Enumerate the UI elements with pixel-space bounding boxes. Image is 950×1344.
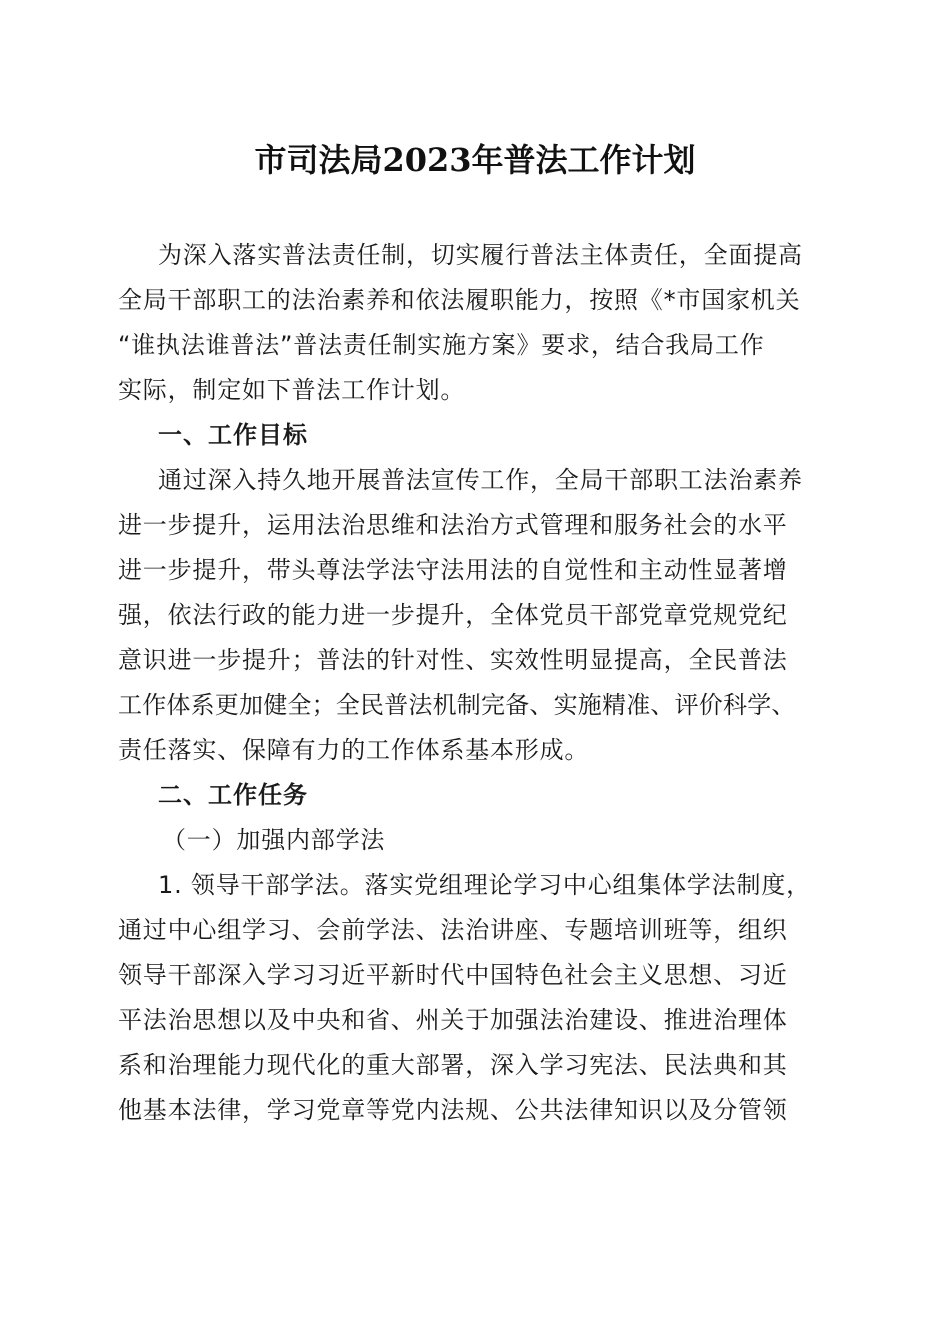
intro-paragraph bbox=[118, 233, 830, 413]
intro-line: 实际，制定如下普法工作计划。 bbox=[118, 376, 466, 404]
intro-line: 全局干部职工的法治素养和依法履职能力，按照《*市国家机关 bbox=[118, 286, 801, 314]
tasks-paragraph bbox=[118, 863, 830, 1133]
goals-line: 强，依法行政的能力进一步提升，全体党员干部党章党规党纪 bbox=[118, 601, 788, 629]
intro-line: 为深入落实普法责任制，切实履行普法主体责任，全面提高 bbox=[158, 241, 803, 269]
section-heading-tasks: 二、工作任务 bbox=[158, 781, 308, 809]
document-body bbox=[118, 233, 830, 1133]
goals-line: 进一步提升，带头尊法学法守法用法的自觉性和主动性显著增 bbox=[118, 556, 788, 584]
subsection-heading: （一）加强内部学法 bbox=[162, 826, 386, 854]
tasks-line: 1. 领导干部学法。落实党组理论学习中心组集体学法制度， bbox=[158, 871, 811, 899]
goals-line: 工作体系更加健全；全民普法机制完备、实施精准、评价科学、 bbox=[118, 691, 796, 719]
goals-paragraph bbox=[118, 458, 830, 773]
section-heading-goals: 一、工作目标 bbox=[158, 421, 308, 449]
tasks-line: 领导干部深入学习习近平新时代中国特色社会主义思想、习近 bbox=[118, 961, 788, 989]
goals-line: 进一步提升，运用法治思维和法治方式管理和服务社会的水平 bbox=[118, 511, 788, 539]
intro-line: “谁执法谁普法”普法责任制实施方案》要求，结合我局工作 bbox=[118, 331, 765, 359]
page-title: 市司法局2023年普法工作计划 bbox=[254, 141, 696, 179]
tasks-line: 通过中心组学习、会前学法、法治讲座、专题培训班等，组织 bbox=[118, 916, 788, 944]
goals-line: 通过深入持久地开展普法宣传工作，全局干部职工法治素养 bbox=[158, 466, 803, 494]
tasks-line: 平法治思想以及中央和省、州关于加强法治建设、推进治理体 bbox=[118, 1006, 788, 1034]
goals-line: 责任落实、保障有力的工作体系基本形成。 bbox=[118, 736, 590, 764]
tasks-line: 系和治理能力现代化的重大部署，深入学习宪法、民法典和其 bbox=[118, 1051, 788, 1079]
goals-line: 意识进一步提升；普法的针对性、实效性明显提高，全民普法 bbox=[118, 646, 788, 674]
tasks-line: 他基本法律，学习党章等党内法规、公共法律知识以及分管领 bbox=[118, 1096, 788, 1124]
